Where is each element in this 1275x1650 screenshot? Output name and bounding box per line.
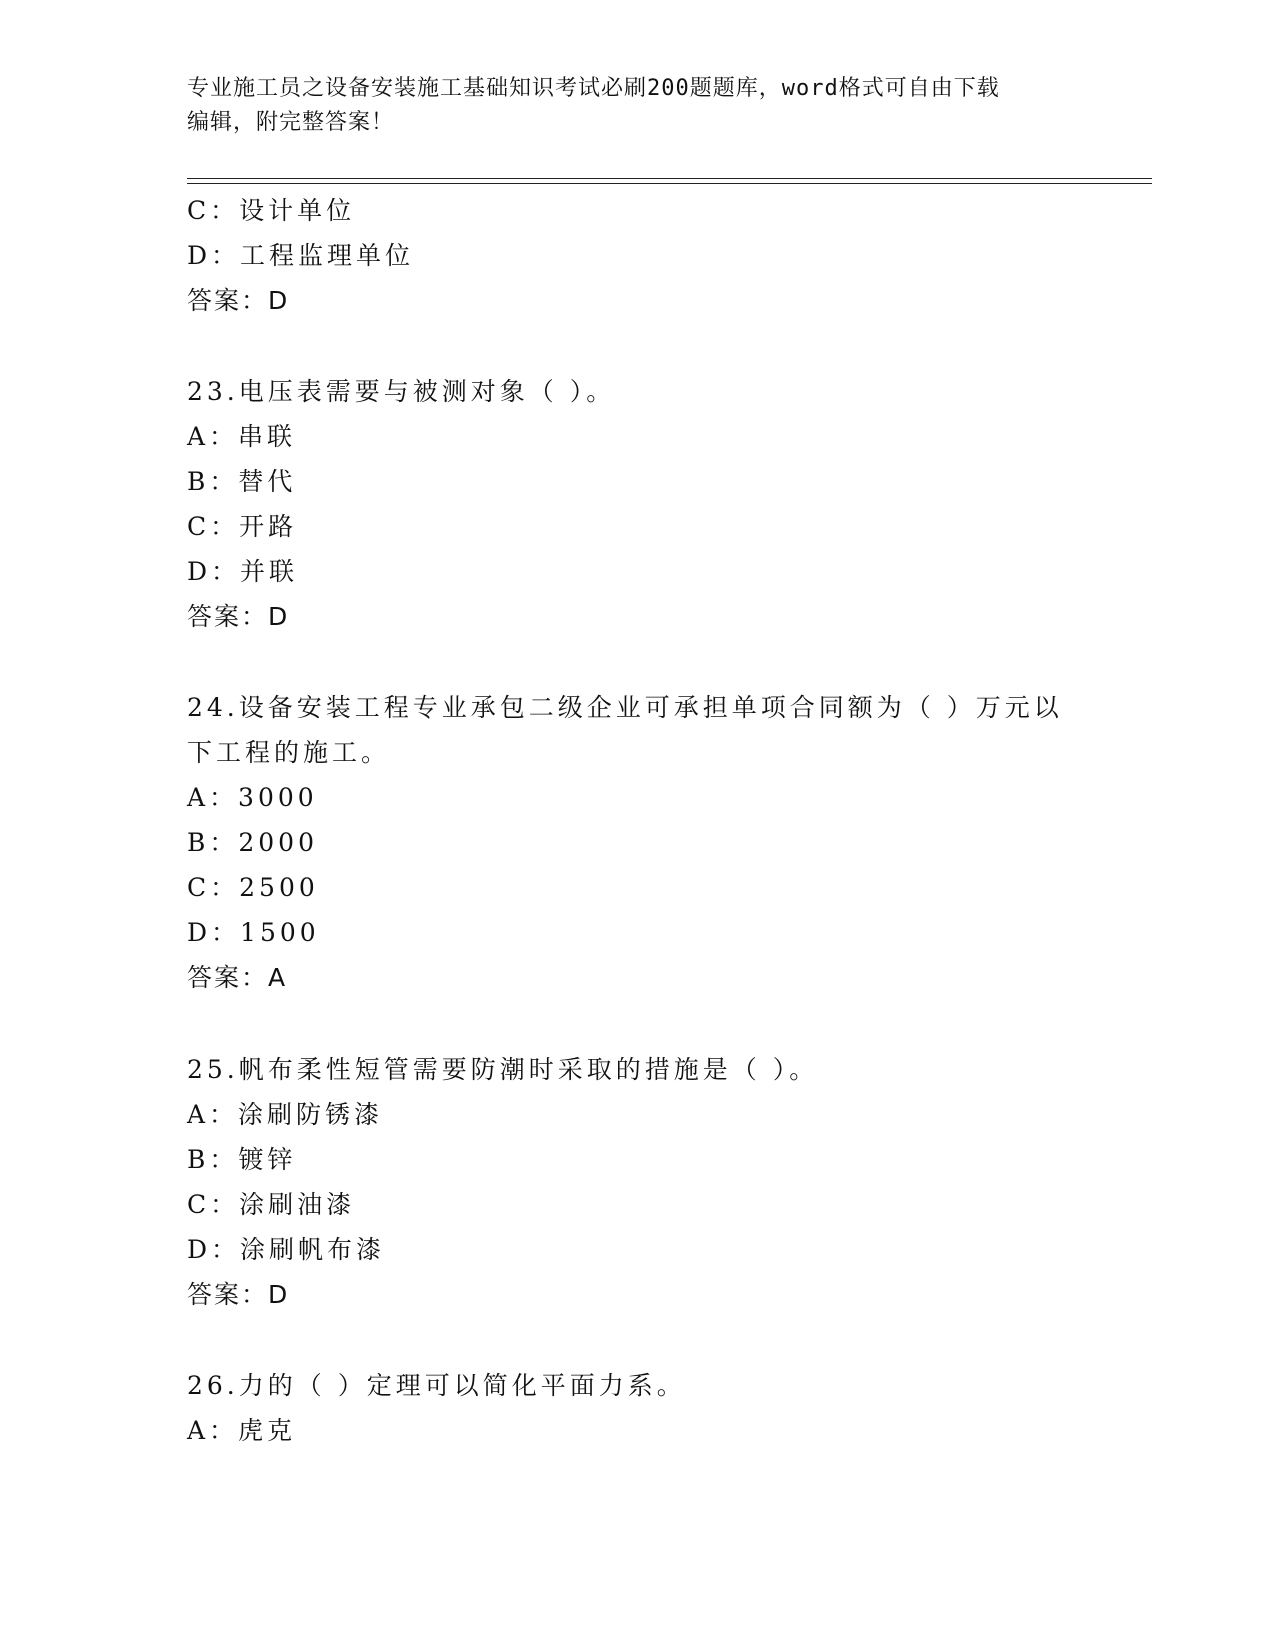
question-text: 23.电压表需要与被测对象（ ）。 (187, 377, 616, 406)
header-divider-top (187, 178, 1152, 179)
option-c: C：涂刷油漆 (187, 1190, 356, 1219)
answer-line: 答案：D (187, 286, 290, 315)
question-text: 26.力的（ ）定理可以简化平面力系。 (187, 1371, 686, 1400)
header-title-line-1: 专业施工员之设备安装施工基础知识考试必刷200题题库，word格式可自由下载 (187, 76, 1000, 101)
document-header (187, 72, 1087, 140)
option-a: A：3000 (187, 783, 318, 812)
option-b: B：2000 (187, 828, 318, 857)
question-text-line-1: 24.设备安装工程专业承包二级企业可承担单项合同额为（ ）万元以 (187, 693, 1063, 722)
option-c: C：设计单位 (187, 196, 356, 225)
option-a: A：串联 (187, 422, 297, 451)
option-d: D：涂刷帆布漆 (187, 1235, 386, 1264)
question-text-line-2: 下工程的施工。 (187, 738, 391, 767)
option-d: D：工程监理单位 (187, 241, 415, 270)
option-d: D：并联 (187, 557, 299, 586)
option-b: B：镀锌 (187, 1145, 297, 1174)
question-text: 25.帆布柔性短管需要防潮时采取的措施是（ ）。 (187, 1055, 819, 1084)
option-a: A：涂刷防锈漆 (187, 1100, 384, 1129)
option-c: C：开路 (187, 512, 298, 541)
option-b: B：替代 (187, 467, 297, 496)
header-title-line-2: 编辑，附完整答案！ (187, 110, 395, 135)
answer-line: 答案：D (187, 1280, 290, 1309)
answer-line: 答案：A (187, 963, 288, 992)
option-c: C：2500 (187, 873, 319, 902)
header-divider-bottom (187, 183, 1152, 184)
option-a: A：虎克 (187, 1416, 297, 1445)
option-d: D：1500 (187, 918, 320, 947)
answer-line: 答案：D (187, 602, 290, 631)
